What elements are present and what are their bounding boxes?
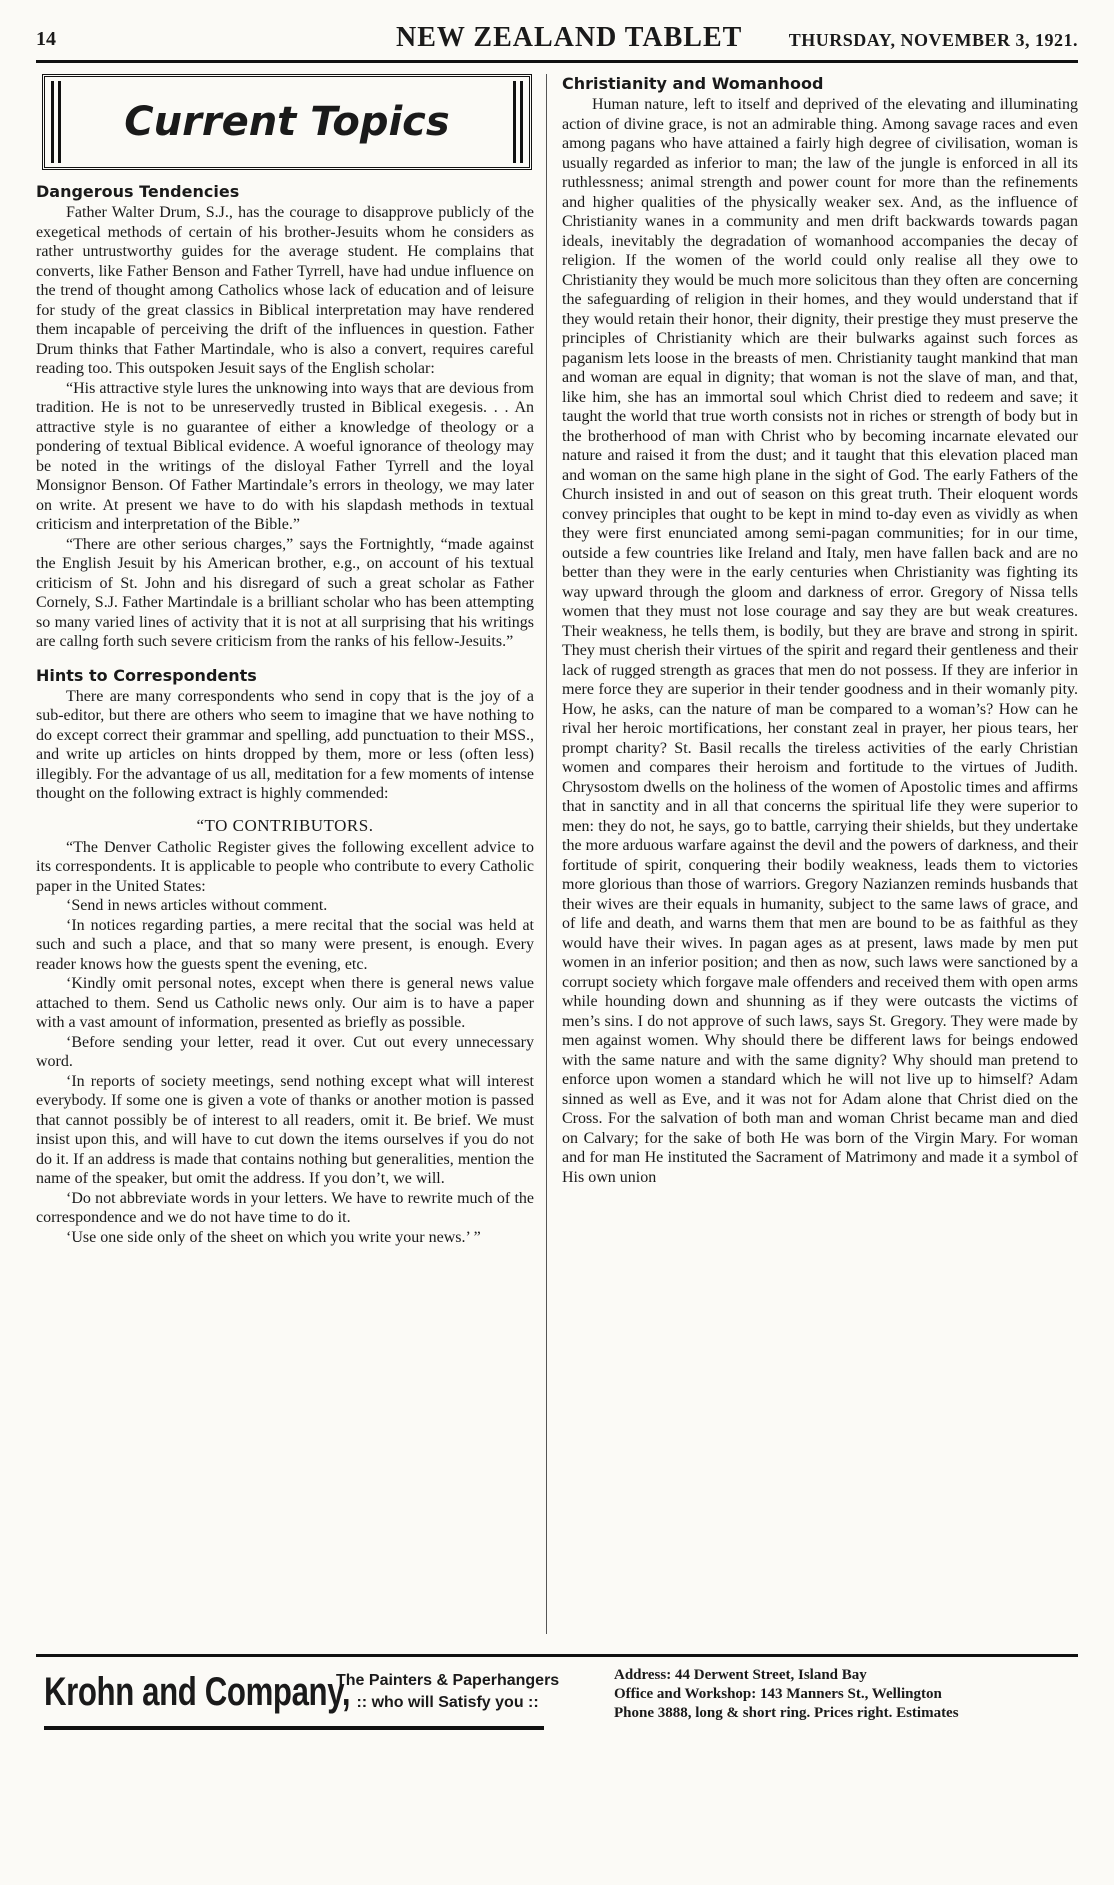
ad-underline (44, 1726, 544, 1730)
paragraph: ‘Kindly omit personal notes, except when there is general news value attached to them. Send us Catholic news only. Our aim is to have a paper with a vast amount of information, presented as briefly as possible. (36, 975, 534, 1031)
right-column (562, 74, 1078, 1187)
left-column (36, 74, 534, 1247)
current-topics-banner (42, 74, 532, 170)
masthead: NEW ZEALAND TABLET (396, 22, 743, 53)
ad-address-line: Office and Workshop: 143 Manners St., Wellington (614, 1686, 942, 1702)
column-divider (546, 74, 547, 1634)
ad-address-line: Address: 44 Derwent Street, Island Bay (614, 1667, 867, 1683)
ad-company-name: Krohn and Company, (44, 1670, 351, 1714)
paragraph: Father Walter Drum, S.J., has the courage to disapprove publicly of the exegetical methods of certain of his brother-Jesuits whom he considers as rather untrustworthy guides for the average student. He complains that converts, like Father Benson and Father Tyrrell, have had undue influence on the trend of thought among Catholics whose lack of education and of leisure for study of the great classics in Biblical interpretation may have rendered them incapable of perceiving the drift of the influences in question. Father Drum thinks that Father Martindale, who is also a convert, requires careful reading too. This outspoken Jesuit says of the English scholar: (36, 204, 534, 377)
paragraph: ‘Before sending your letter, read it over. Cut out every unnecessary word. (36, 1033, 534, 1070)
paragraph: “The Denver Catholic Register gives the following excellent advice to its correspondents. It is applicable to people who contribute to every Catholic paper in the United States: (36, 838, 534, 895)
newspaper-page (36, 14, 1078, 1874)
article-heading-christianity-and-womanhood: Christianity and Womanhood (562, 74, 824, 93)
article-heading-hints-to-correspondents: Hints to Correspondents (36, 665, 257, 685)
ad-address (614, 1666, 959, 1723)
to-contributors-heading: “TO CONTRIBUTORS. (196, 815, 374, 835)
section-title: Current Topics (124, 99, 450, 145)
paragraph: Human nature, left to itself and deprived of the elevating and illuminating action of divine grace, is not an admirable thing. Among savage races and even among pagans who have attained a fairly high degree of civilisation, woman is usually regarded as inferior to man; the law of the jungle is enforced in all its ruthlessness; animal strength and power count for more than the refinements and higher qualities of the physically weaker sex. And, as the influence of Christianity wanes in a community and men drift backwards towards pagan ideals, inevitably the degradation of womanhood accompanies the decay of religion. If the women of the world could only realise all they owe to Christianity they would be much more solicitous than they often are concerning the safeguarding of religion in their homes, and they would understand that if they would retain their honor, their dignity, their prestige they must preserve the principles of Christianity which are their bulwarks against such forces as paganism lets loose in the breasts of men. Christianity taught mankind that man and woman are equal in dignity; that woman is not the slave of man, and that, like him, she has an immortal soul which Christ died to redeem and save; it taught the world that true worth consists not in riches or strength of body but in the brotherhood of man with Christ who by becoming incarnate elevated our nature and raised it from the dust; and it taught that this elevation placed man and woman on the same high plane in the sight of God. The early Fathers of the Church insisted in and out of season on this great truth. Their eloquent words convey principles that ought to be kept in mind to-day even as vividly as when they were first enunciated among semi-pagan communities; for in our time, outside a few countries like Ireland and Italy, men have fallen back and are no better than they were in the early centuries when Christianity was fighting its way upward through the gloom and darkness of error. Gregory of Nissa tells women that they must not lose courage and say they are but weak creatures. Their weakness, he tells them, is bodily, but they are brave and strong in spirit. They must cherish their virtues of the spirit and regard their gentleness and their lack of rugged strength as graces that men do not possess. If they are inferior in mere force they are superior in their tender goodness and in their womanly pity. How, he asks, can the nature of man be compared to a woman’s? How can he rival her heroic mortifications, her constant zeal in prayer, her pious tears, her prompt charity? St. Basil recalls the tireless activities of the early Christian women and compares their heroism and fortitude to the virtues of Judith. Chrysostom dwells on the holiness of the women of Apostolic times and affirms that in sanctity and in all that concerns the spiritual life they were superior to men: they do not, he says, go to battle, carrying their shields, but they undertake the more arduous warfare against the devil and the powers of darkness, and their fortitude of spirit, conquering their bodily weakness, leads them to victories more glorious than those of warriors. Gregory Nazianzen reminds husbands that their wives are their equals in humanity, subject to the same laws of grace, and of life and death, and warns them that men are bound to be as faithful as they would have their wives. In pagan ages as at present, laws made by men put women in an inferior position; and then as now, such laws were sanctioned by a corrupt society which forgave male offenders and received them with open arms while hounding down and shunning as if they were outcasts the victims of men’s sins. I do not approve of such laws, says St. Gregory. They were made by men against women. Why should there be different laws for beings endowed with the same nature and with the same dignity? Why should man pretend to enforce upon women a standard which he will not live up to himself? Adam sinned as well as Eve, and it was not for Adam alone that Christ died on the Cross. For the salvation of both man and woman Christ became man and died on Calvary; for the sake of both He was born of the Virgin Mary. For woman and for man He instituted the Sacrament of Matrimony and made it a symbol of His own union (562, 96, 1078, 1186)
footer-rule (36, 1654, 1078, 1657)
header-rule (36, 60, 1078, 63)
paragraph: ‘In notices regarding parties, a mere recital that the social was held at such and such a place, and that so many were present, is enough. Every reader knows how the guests spent the evening, etc. (36, 916, 534, 973)
ad-address-line: Phone 3888, long & short ring. Prices right. Estimates (614, 1705, 959, 1721)
ad-tagline-line: The Painters & Paperhangers (336, 1672, 560, 1689)
page-header (36, 22, 1078, 58)
advertisement (36, 1666, 1078, 1746)
ad-tagline (336, 1670, 559, 1714)
issue-date: THURSDAY, NOVEMBER 3, 1921. (788, 30, 1078, 50)
paragraph: “There are other serious charges,” says the Fortnightly, “made against the English Jesuit by his American brother, e.g., on account of his textual criticism of St. John and his disregard of such a great scholar as Father Cornely, S.J. Father Martindale is a brilliant scholar who has been attempting so many varied lines of activity that it is not at all surprising that his writings are callng forth such severe criticism from the ranks of his fellow-Jesuits.” (36, 535, 534, 650)
paragraph: ‘In reports of society meetings, send nothing except what will interest everybody. If some one is given a vote of thanks or another motion is passed that cannot possibly be of interest to all readers, omit it. Be brief. We must insist upon this, and will have to cut down the items ourselves if you do not do it. If an address is made that contains nothing but generalities, mention the name of the speaker, but omit the address. If you don’t, we will. (36, 1072, 534, 1187)
page-number: 14 (36, 28, 56, 50)
paragraph: “His attractive style lures the unknowing into ways that are devious from tradition. He is not to be unreservedly trusted in Biblical exegesis. . . An attractive style is no guarantee of either a knowledge of theology or a pondering of textual Biblical evidence. A woeful ignorance of theology may be noted in the writings of the disloyal Father Tyrrell and the loyal Monsignor Benson. Of Father Martindale’s errors in theology, we may later on write. At present we have to do with his slapdash methods in textual criticism and interpretation of the Bible.” (36, 379, 534, 533)
paragraph: ‘Use one side only of the sheet on which you write your news.’ ” (66, 1228, 481, 1246)
ad-tagline-line: :: who will Satisfy you :: (356, 1694, 539, 1711)
paragraph: ‘Do not abbreviate words in your letters. We have to rewrite much of the correspondence and we do not have time to do it. (36, 1189, 534, 1226)
paragraph: There are many correspondents who send in copy that is the joy of a sub-editor, but there are others who seem to imagine that we have nothing to do except correct their grammar and spelling, add punctuation to their MSS., and write up articles on hints dropped by them, more or less (often less) illegibly. For the advantage of us all, meditation for a few moments of intense thought on the following extract is highly commended: (36, 687, 534, 802)
paragraph: ‘Send in news articles without comment. (66, 897, 328, 914)
article-heading-dangerous-tendencies: Dangerous Tendencies (36, 182, 240, 201)
